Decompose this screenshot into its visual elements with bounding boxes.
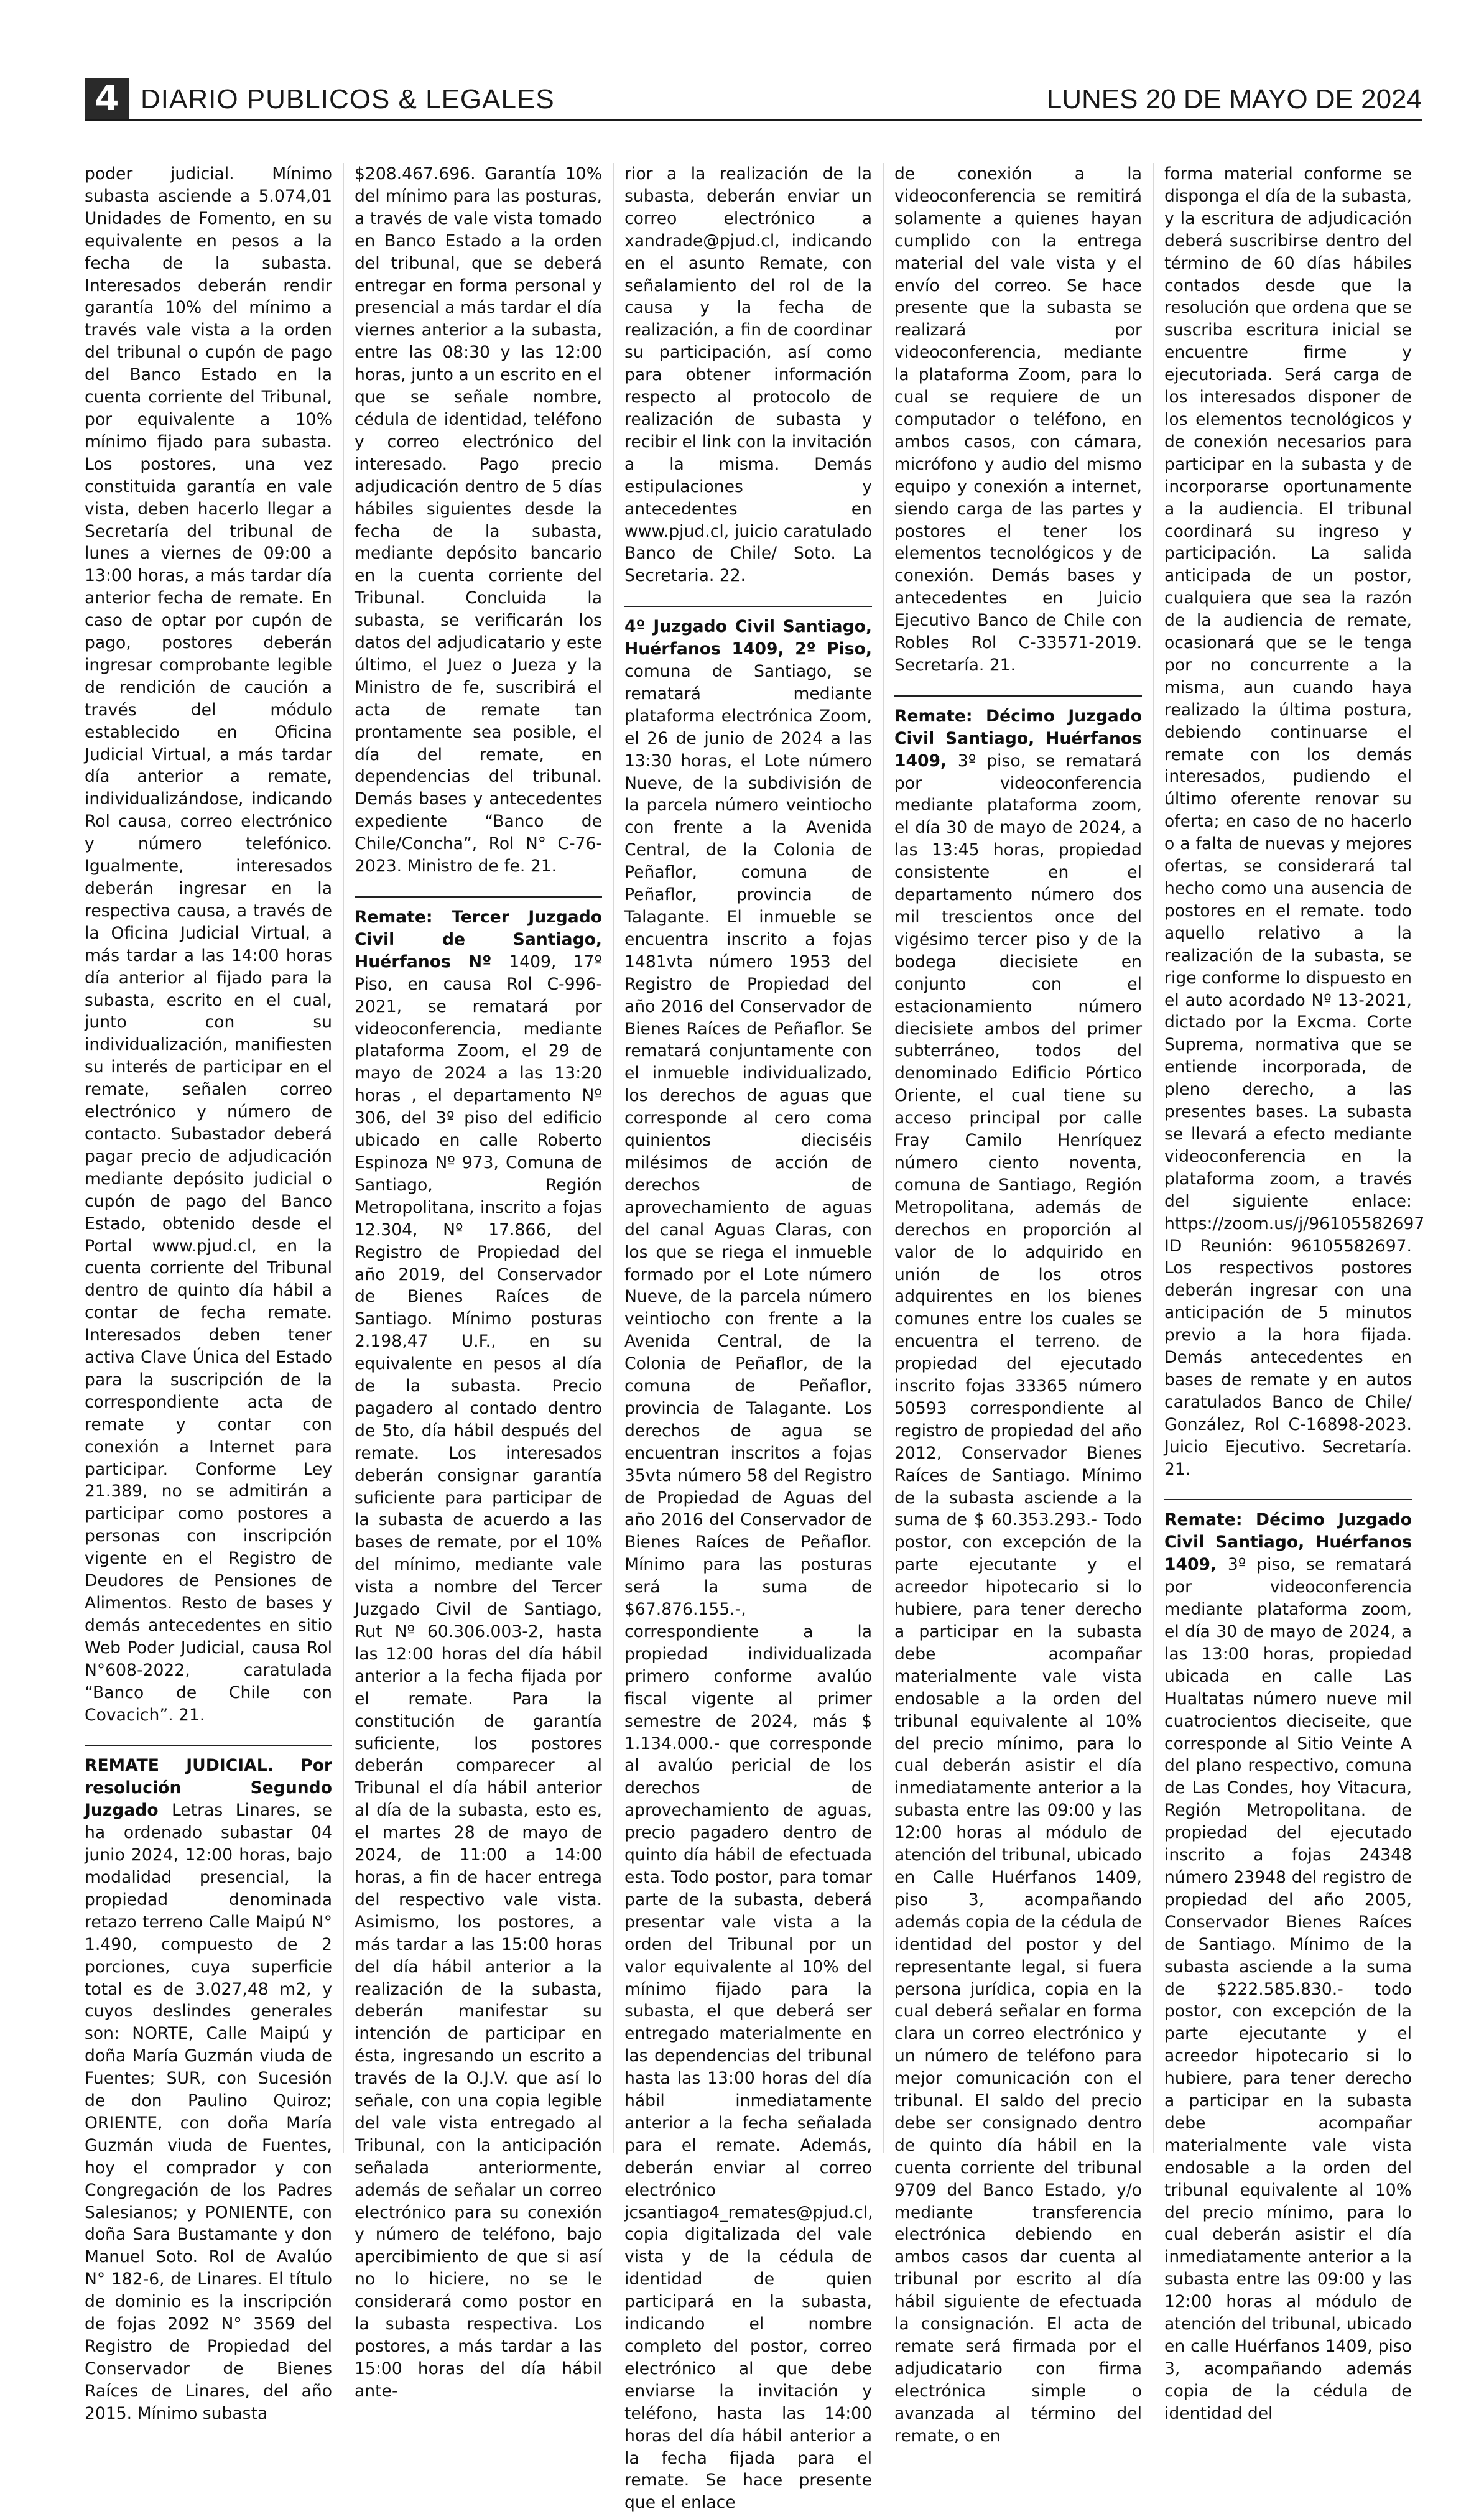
notice-heading: 4º Juzgado Civil Santiago, Huérfanos 1409, 2º Piso, <box>624 617 872 659</box>
text-column-4 <box>894 163 1142 2446</box>
legal-notice <box>1164 1499 1412 2424</box>
text-column-3 <box>624 163 873 2513</box>
notice-body: rior a la realización de la subasta, deberán enviar un correo electrónico a xandrade@pjud.cl, indicando en el asunto Remate, con señalamiento del rol de la causa y la fecha de realización, a fin de coordinar su participación, así como para obtener información respecto al protocolo de realización de subasta y recibir el link con la invitación a la misma. Demás estipulaciones y antecedentes en www.pjud.cl, juicio caratulado Banco de Chile/ Soto. La Secretaria. 22. <box>624 164 872 586</box>
legal-notice <box>894 163 1142 677</box>
legal-notice <box>624 606 872 2514</box>
notice-body: 1409, 17º Piso, en causa Rol C-996-2021, se rematará por videoconferencia, mediante plataforma Zoom, el 29 de mayo de 2024 a las 13:20 horas , el departamento Nº 306, del 3º piso del edificio ubicado en calle Roberto Espinoza Nº 973, Comuna de Santiago, Región Metropolitana, inscrito a fojas 12.304, Nº 17.866, del Registro de Propiedad del año 2019, del Conservador de Bienes Raíces de Santiago. Mínimo posturas 2.198,47 U.F., en su equivalente en pesos al día de la subasta. Precio pagadero al contado dentro de 5to, día hábil después del remate. Los interesados deberán consignar garantía suficiente para participar de la subasta de acuerdo a las bases de remate, por el 10% del mínimo, mediante vale vista a nombre del Tercer Juzgado Civil de Santiago, Rut Nº 60.306.003-2, hasta las 12:00 horas del día hábil anterior a la fecha fijada por el remate. Para la constitución de garantía suficiente, los postores deberán comparecer al Tribunal el día hábil anterior al día de la subasta, esto es, el martes 28 de mayo de 2024, de 11:00 a 14:00 horas, a fin de hacer entrega del respectivo vale vista. Asimismo, los postores, a más tardar a las 15:00 horas del día hábil anterior a la realización de la subasta, deberán manifestar su intención de participar en ésta, ingresando un escrito a través de la O.J.V. que así lo señale, con una copia legible del vale vista entregado al Tribunal, con la anticipación señalada anteriormente, además de señalar un correo electrónico para su conexión y número de teléfono, bajo apercibimiento de que si así no lo hiciere, no se le considerará como postor en la subasta respectiva. Los postores, a más tardar a las 15:00 horas del día hábil ante- <box>355 952 602 2401</box>
notice-body: 3º piso, se rematará por videoconferencia mediante plataforma zoom, el día 30 de mayo de 2024, a las 13:00 horas, propiedad ubicada en calle Las Hualtatas número nueve mil cuatrocientos dieciseite, que corresponde al Sitio Veinte A del plano respectivo, comuna de Las Condes, hoy Vitacura, Región Metropolitana. de propiedad del ejecutado inscrito a fojas 24348 número 23948 del registro de propiedad del año 2005, Conservador Bienes Raíces de Santiago. Mínimo de la subasta asciende a la suma de $222.585.830.- todo postor, con excepción de la parte ejecutante y el acreedor hipotecario si lo hubiere, para tener derecho a participar en la subasta debe acompañar materialmente vale vista endosable a la orden del tribunal equivalente al 10% del precio mínimo, para lo cual deberán asistir el día inmediatamente anterior a la subasta entre las 09:00 y las 12:00 horas al módulo de atención del tribunal, ubicado en calle Huérfanos 1409, piso 3, acompañando además copia de la cédula de identidad del <box>1164 1555 1412 2423</box>
text-column-2 <box>355 163 603 2401</box>
page-number: 4 <box>85 78 129 119</box>
notice-body: poder judicial. Mínimo subasta asciende a 5.074,01 Unidades de Fomento, en su equivalente en pesos a la fecha de la subasta. Interesados deberán rendir garantía 10% del mínimo a través vale vista a la orden del tribunal o cupón de pago del Banco Estado en la cuenta corriente del Tribunal, por equivalente a 10% mínimo fijado para subasta. Los postores, una vez constituida garantía en vale vista, deben hacerlo llegar a Secretaría del tribunal de lunes a viernes de 09:00 a 13:00 horas, a más tardar día anterior fecha de remate. En caso de optar por cupón de pago, postores deberán ingresar comprobante legible de rendición de caución a través del módulo establecido en Oficina Judicial Virtual, a más tardar día anterior a remate, individualizándose, indicando Rol causa, correo electrónico y número telefónico. Igualmente, interesados deberán ingresar en la respectiva causa, a través de la Oficina Judicial Virtual, a más tardar a las 14:00 horas día anterior al fijado para la subasta, escrito en el cual, junto con su individualización, manifiesten su interés de participar en el remate, señalen correo electrónico y número de contacto. Subastador deberá pagar precio de adjudicación mediante depósito judicial o cupón de pago del Banco Estado, obtenido desde el Portal www.pjud.cl, en la cuenta corriente del Tribunal dentro de quinto día hábil a contar de fecha remate. Interesados deben tener activa Clave Única del Estado para la suscripción de la correspondiente acta de remate y contar con conexión a Internet para participar. Conforme Ley 21.389, no se admitirán a participar como postores a personas con inscripción vigente en el Registro de Deudores de Pensiones de Alimentos. Resto de bases y demás antecedentes en sitio Web Poder Judicial, causa Rol N°608-2022, caratulada “Banco de Chile con Covacich”. 21. <box>85 164 332 1725</box>
column-divider <box>613 163 614 2153</box>
notice-body: forma material conforme se disponga el día de la subasta, y la escritura de adjudicación deberá suscribirse dentro del término de 60 días hábiles contados desde que la resolución que ordena que se suscriba escritura inicial se encuentre firme y ejecutoriada. Será carga de los interesados disponer de los elementos tecnológicos y de conexión necesarios para participar en la subasta y de incorporarse oportunamente a la audiencia. El tribunal coordinará su ingreso y participación. La salida anticipada de un postor, cualquiera que sea la razón de la audiencia de remate, ocasionará que se le tenga por no concurrente a la misma, aun cuando haya realizado la última postura, debiendo continuarse el remate con los demás interesados, pudiendo el último oferente renovar su oferta; en caso de no hacerlo o a falta de nuevas y mejores ofertas, se considerará tal hecho como una ausencia de postores en el remate. todo aquello relativo a la realización de la subasta, se rige conforme lo dispuesto en el auto acordado Nº 13-2021, dictado por la Excma. Corte Suprema, normativa que se entiende incorporada, de pleno derecho, a las presentes bases. La subasta se llevará a efecto mediante videoconferencia en la plataforma zoom, a través del siguiente enlace: https://zoom.us/j/96105582697 ID Reunión: 96105582697. Los respectivos postores deberán ingresar con una anticipación de 5 minutos previo a la hora fijada. Demás antecedentes en bases de remate y en autos caratulados Banco de Chile/ González, Rol C-16898-2023. Juicio Ejecutivo. Secretaría. 21. <box>1164 164 1425 1479</box>
legal-notice <box>1164 163 1425 1480</box>
notice-body: Letras Linares, se ha ordenado subastar 04 junio 2024, 12:00 horas, bajo modalidad presencial, la propiedad denominada retazo terreno Calle Maipú N° 1.490, compuesto de 2 porciones, cuya superficie total es de 3.027,48 m2, y cuyos deslindes generales son: NORTE, Calle Maipú y doña María Guzmán viuda de Fuentes; SUR, con Sucesión de don Paulino Quiroz; ORIENTE, con doña María Guzmán viuda de Fuentes, hoy el comprador y con Congregación de los Padres Salesianos; y PONIENTE, con doña Sara Bustamante y don Manuel Soto. Rol de Avalúo N° 182-6, de Linares. El título de dominio es la inscripción de fojas 2092 N° 3569 del Registro de Propiedad del Conservador de Bienes Raíces de Linares, del año 2015. Mínimo subasta <box>85 1801 332 2423</box>
notice-body: de conexión a la videoconferencia se remitirá solamente a quienes hayan cumplido con la entrega material del vale vista y el envío del correo. Se hace presente que la subasta se realizará por videoconferencia, mediante la plataforma Zoom, para lo cual se requiere de un computador o teléfono, en ambos casos, con cámara, micrófono y audio del mismo equipo y conexión a internet, siendo carga de las partes y postores el tener los elementos tecnológicos y de conexión. Demás bases y antecedentes en Juicio Ejecutivo Banco de Chile con Robles Rol C-33571-2019. Secretaría. 21. <box>894 164 1142 675</box>
publication-title: DIARIO PUBLICOS & LEGALES <box>141 84 555 114</box>
column-divider <box>343 163 344 2153</box>
publication-date: LUNES 20 DE MAYO DE 2024 <box>1046 84 1422 114</box>
notice-body: comuna de Santiago, se rematará mediante plataforma electrónica Zoom, el 26 de junio de 2024 a las 13:30 horas, el Lote número Nueve, de la subdivisión de la parcela número veintiocho con frente a la Avenida Central, de la Colonia de Peñaflor, comuna de Peñaflor, provincia de Talagante. El inmueble se encuentra inscrito a fojas 1481vta número 1953 del Registro de Propiedad del año 2016 del Conservador de Bienes Raíces de Peñaflor. Se rematará conjuntamente con el inmueble individualizado, los derechos de aguas que corresponde al cero coma quinientos dieciséis milésimos de acción de derechos de aprovechamiento de aguas del canal Aguas Claras, con los que se riega el inmueble formado por el Lote número Nueve, de la parcela número veintiocho con frente a la Avenida Central, de la Colonia de Peñaflor, de la comuna de Peñaflor, provincia de Talagante. Los derechos de agua se encuentran inscritos a fojas 35vta número 58 del Registro de Propiedad de Aguas del año 2016 del Conservador de Bienes Raíces de Peñaflor. Mínimo para las posturas será la suma de $67.876.155.-, correspondiente a la propiedad individualizada primero conforme avalúo fiscal vigente al primer semestre de 2024, más $ 1.134.000.- que corresponde al avalúo pericial de los derechos de aprovechamiento de aguas, precio pagadero dentro de quinto día hábil de efectuada esta. Todo postor, para tomar parte de la subasta, deberá presentar vale vista a la orden del Tribunal por un valor equivalente al 10% del mínimo fijado para la subasta, el que deberá ser entregado materialmente en las dependencias del tribunal hasta las 13:00 horas del día hábil inmediatamente anterior a la fecha señalada para el remate. Además, deberán enviar al correo electrónico jcsantiago4_remates@pjud.cl, copia digitalizada del vale vista y de la cédula de identidad de quien participará en la subasta, indicando el nombre completo del postor, correo electrónico al que debe enviarse la invitación y teléfono, hasta las 14:00 horas del día hábil anterior a la fecha fijada para el remate. Se hace presente que el enlace <box>624 662 873 2513</box>
notice-body: $208.467.696. Garantía 10% del mínimo para las posturas, a través de vale vista tomado en Banco Estado a la orden del tribunal, que se deberá entregar en forma personal y presencial a más tardar el día viernes anterior a la subasta, entre las 08:30 y las 12:00 horas, junto a un escrito en el que se señale nombre, cédula de identidad, teléfono y correo electrónico del interesado. Pago precio adjudicación dentro de 5 días hábiles siguientes desde la fecha de la subasta, mediante depósito bancario en la cuenta corriente del Tribunal. Concluida la subasta, se verificarán los datos del adjudicatario y este último, el Juez o Jueza y la Ministro de fe, suscribirá el acta de remate tan prontamente sea posible, el día del remate, en dependencias del tribunal. Demás bases y antecedentes expediente “Banco de Chile/Concha”, Rol N° C-76-2023. Ministro de fe. 21. <box>355 164 603 876</box>
legal-notice <box>85 1745 332 2424</box>
legal-notice <box>355 896 602 2403</box>
legal-notice <box>894 695 1142 2447</box>
notice-heading: Remate: Décimo Juzgado Civil Santiago, Huérfanos 1409, <box>894 706 1142 771</box>
column-divider <box>1153 163 1154 2153</box>
notice-heading: Remate: Décimo Juzgado Civil Santiago, Huérfanos 1409, <box>1164 1510 1412 1575</box>
text-column-5 <box>1164 163 1425 2423</box>
legal-notice <box>85 163 332 1726</box>
page-header <box>85 78 1422 121</box>
notice-body: 3º piso, se rematará por videoconferencia mediante plataforma zoom, el día 30 de mayo de 2024, a las 13:45 horas, propiedad consistente en el departamento número dos mil trescientos once del vigésimo tercer piso y de la bodega diecisiete en conjunto con el estacionamiento número diecisiete ambos del primer subterráneo, todos del denominado Edificio Pórtico Oriente, el cual tiene su acceso principal por calle Fray Camilo Henríquez número ciento noventa, comuna de Santiago, Región Metropolitana, además de derechos en proporción al valor de lo adquirido en unión de los otros adquirentes en los bienes comunes entre los cuales se encuentra el terreno. de propiedad del ejecutado inscrito fojas 33365 número 50593 correspondiente al registro de propiedad del año 2012, Conservador Bienes Raíces de Santiago. Mínimo de la subasta asciende a la suma de $ 60.353.293.- Todo postor, con excepción de la parte ejecutante y el acreedor hipotecario si lo hubiere, para tener derecho a participar en la subasta debe acompañar materialmente vale vista endosable a la orden del tribunal equivalente al 10% del precio mínimo, para lo cual deberán asistir el día inmediatamente anterior a la subasta entre las 09:00 y las 12:00 horas al módulo de atención del tribunal, ubicado en Calle Huérfanos 1409, piso 3, acompañando además copia de la cédula de identidad del postor y del representante legal, si fuera persona jurídica, copia en la cual deberá señalar en forma clara un correo electrónico y un número de teléfono para mejor comunicación con el tribunal. El saldo del precio debe ser consignado dentro de quinto día hábil en la cuenta corriente del tribunal 9709 del Banco Estado, y/o mediante transferencia electrónica debiendo en ambos casos dar cuenta al tribunal por escrito al día hábil siguiente de efectuada la consignación. El acta de remate será firmada por el adjudicatario con firma electrónica simple o avanzada al término del remate, o en <box>894 751 1142 2446</box>
legal-notice <box>355 163 602 878</box>
notice-heading: Remate: Tercer Juzgado Civil de Santiago, Huérfanos Nº <box>355 907 602 972</box>
text-column-1 <box>85 163 332 2423</box>
legal-notice <box>624 163 872 587</box>
column-divider <box>883 163 884 2153</box>
notice-heading: REMATE JUDICIAL. Por resolución Segundo Juzgado <box>85 1756 332 1821</box>
